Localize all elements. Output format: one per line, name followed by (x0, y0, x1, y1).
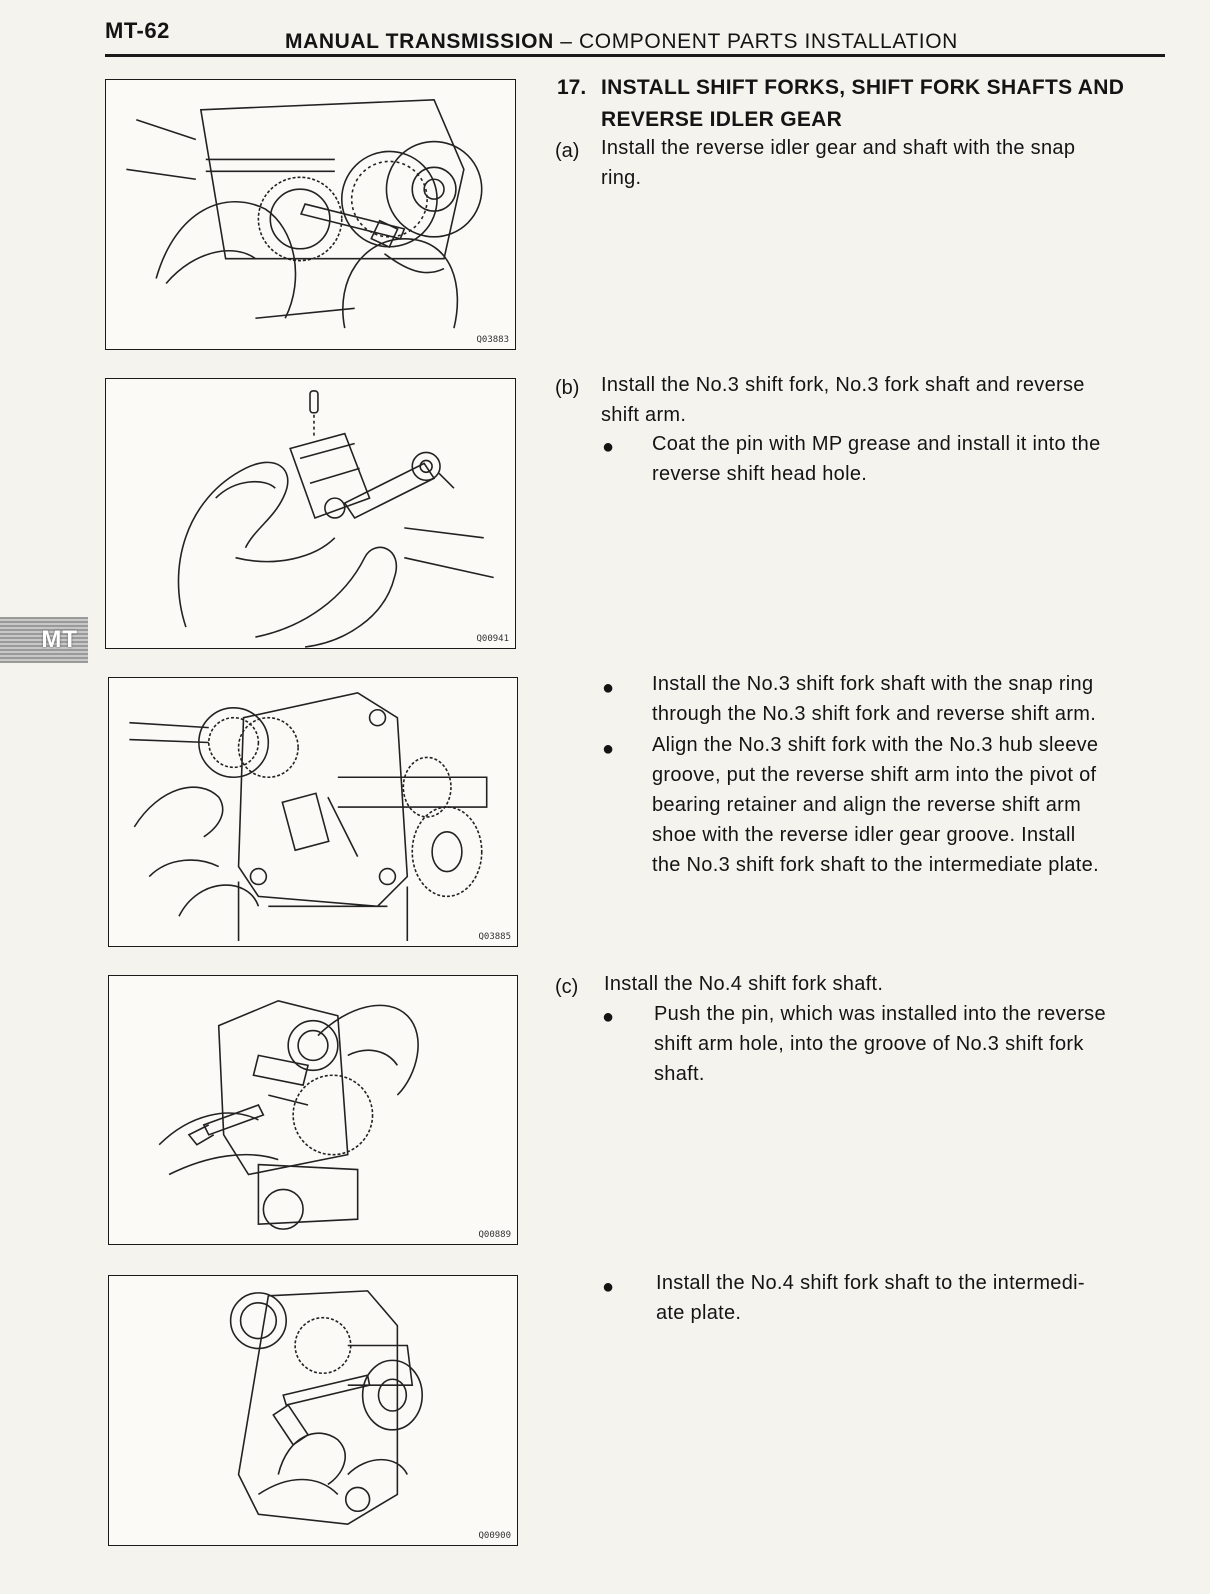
instruction-b-text (601, 370, 1085, 430)
figure-no3-shift-fork-shaft (108, 677, 518, 947)
text-line: reverse shift head hole. (652, 463, 868, 485)
text-line: through the No.3 shift fork and reverse shift arm. (652, 703, 1097, 725)
text-line: shift arm. (601, 404, 687, 426)
header-separator: – (560, 30, 573, 53)
text-line: shift arm hole, into the groove of No.3 shift fork (654, 1033, 1084, 1055)
instruction-b-label: (b) (555, 377, 580, 399)
instruction-c-text (604, 969, 883, 999)
bullet-dot: ● (602, 436, 615, 458)
illustration-no3-shift-fork-shaft (109, 678, 517, 946)
bullet-dot: ● (602, 1276, 615, 1298)
instruction-b-cont-bullet1 (652, 669, 1096, 729)
illustration-reverse-idler-gear (106, 80, 515, 349)
figure-code: Q00900 (478, 1531, 511, 1541)
figure-no4-shift-fork-shaft (108, 975, 518, 1245)
figure-code: Q00941 (476, 634, 509, 644)
text-line: Push the pin, which was installed into the reverse (654, 1003, 1106, 1025)
figure-shift-fork-pin (105, 378, 516, 649)
text-line: groove, put the reverse shift arm into the pivot of (652, 764, 1097, 786)
figure-reverse-idler-gear (105, 79, 516, 350)
header-rule (105, 54, 1165, 57)
text-line: Install the No.3 shift fork, No.3 fork shaft and reverse (601, 374, 1085, 396)
instruction-b-bullet1 (652, 429, 1101, 489)
bullet-dot: ● (602, 1006, 615, 1028)
section-title: MANUAL TRANSMISSION (285, 30, 554, 53)
figure-code: Q00889 (478, 1230, 511, 1240)
text-line: ring. (601, 167, 642, 189)
text-line: the No.3 shift fork shaft to the intermediate plate. (652, 854, 1099, 876)
figure-code: Q03883 (476, 335, 509, 345)
instruction-a-label: (a) (555, 140, 580, 162)
text-line: Install the reverse idler gear and shaft with the snap (601, 137, 1076, 159)
text-line: shaft. (654, 1063, 705, 1085)
step-title-line: INSTALL SHIFT FORKS, SHIFT FORK SHAFTS AND (601, 76, 1125, 99)
illustration-no4-shaft-intermediate-plate (109, 1276, 517, 1545)
instruction-b-cont-bullet2 (652, 730, 1099, 880)
bullet-dot: ● (602, 677, 615, 699)
text-line: Coat the pin with MP grease and install it into the (652, 433, 1101, 455)
text-line: Install the No.3 shift fork shaft with the snap ring (652, 673, 1094, 695)
text-line: shoe with the reverse idler gear groove. Install (652, 824, 1076, 846)
section-side-tab: MT (0, 617, 88, 663)
illustration-shift-fork-pin (106, 379, 515, 648)
page-number: MT-62 (105, 18, 170, 43)
text-line: Install the No.4 shift fork shaft. (604, 973, 884, 995)
text-line: bearing retainer and align the reverse shift arm (652, 794, 1082, 816)
instruction-c-bullet1 (654, 999, 1106, 1089)
bullet-dot: ● (602, 738, 615, 760)
instruction-a-text (601, 133, 1075, 193)
text-line: Install the No.4 shift fork shaft to the intermedi- (656, 1272, 1085, 1294)
subsection-title: COMPONENT PARTS INSTALLATION (579, 30, 958, 53)
illustration-no4-shift-fork-shaft (109, 976, 517, 1244)
page-header-title (285, 30, 958, 54)
instruction-c-cont-bullet1 (656, 1268, 1085, 1328)
figure-code: Q03885 (478, 932, 511, 942)
step-title-line: REVERSE IDLER GEAR (601, 108, 843, 131)
text-line: ate plate. (656, 1302, 742, 1324)
instruction-c-label: (c) (555, 976, 579, 998)
step-title (601, 72, 1124, 136)
step-number: 17. (557, 76, 587, 99)
figure-no4-shaft-intermediate-plate (108, 1275, 518, 1546)
text-line: Align the No.3 shift fork with the No.3 hub sleeve (652, 734, 1099, 756)
